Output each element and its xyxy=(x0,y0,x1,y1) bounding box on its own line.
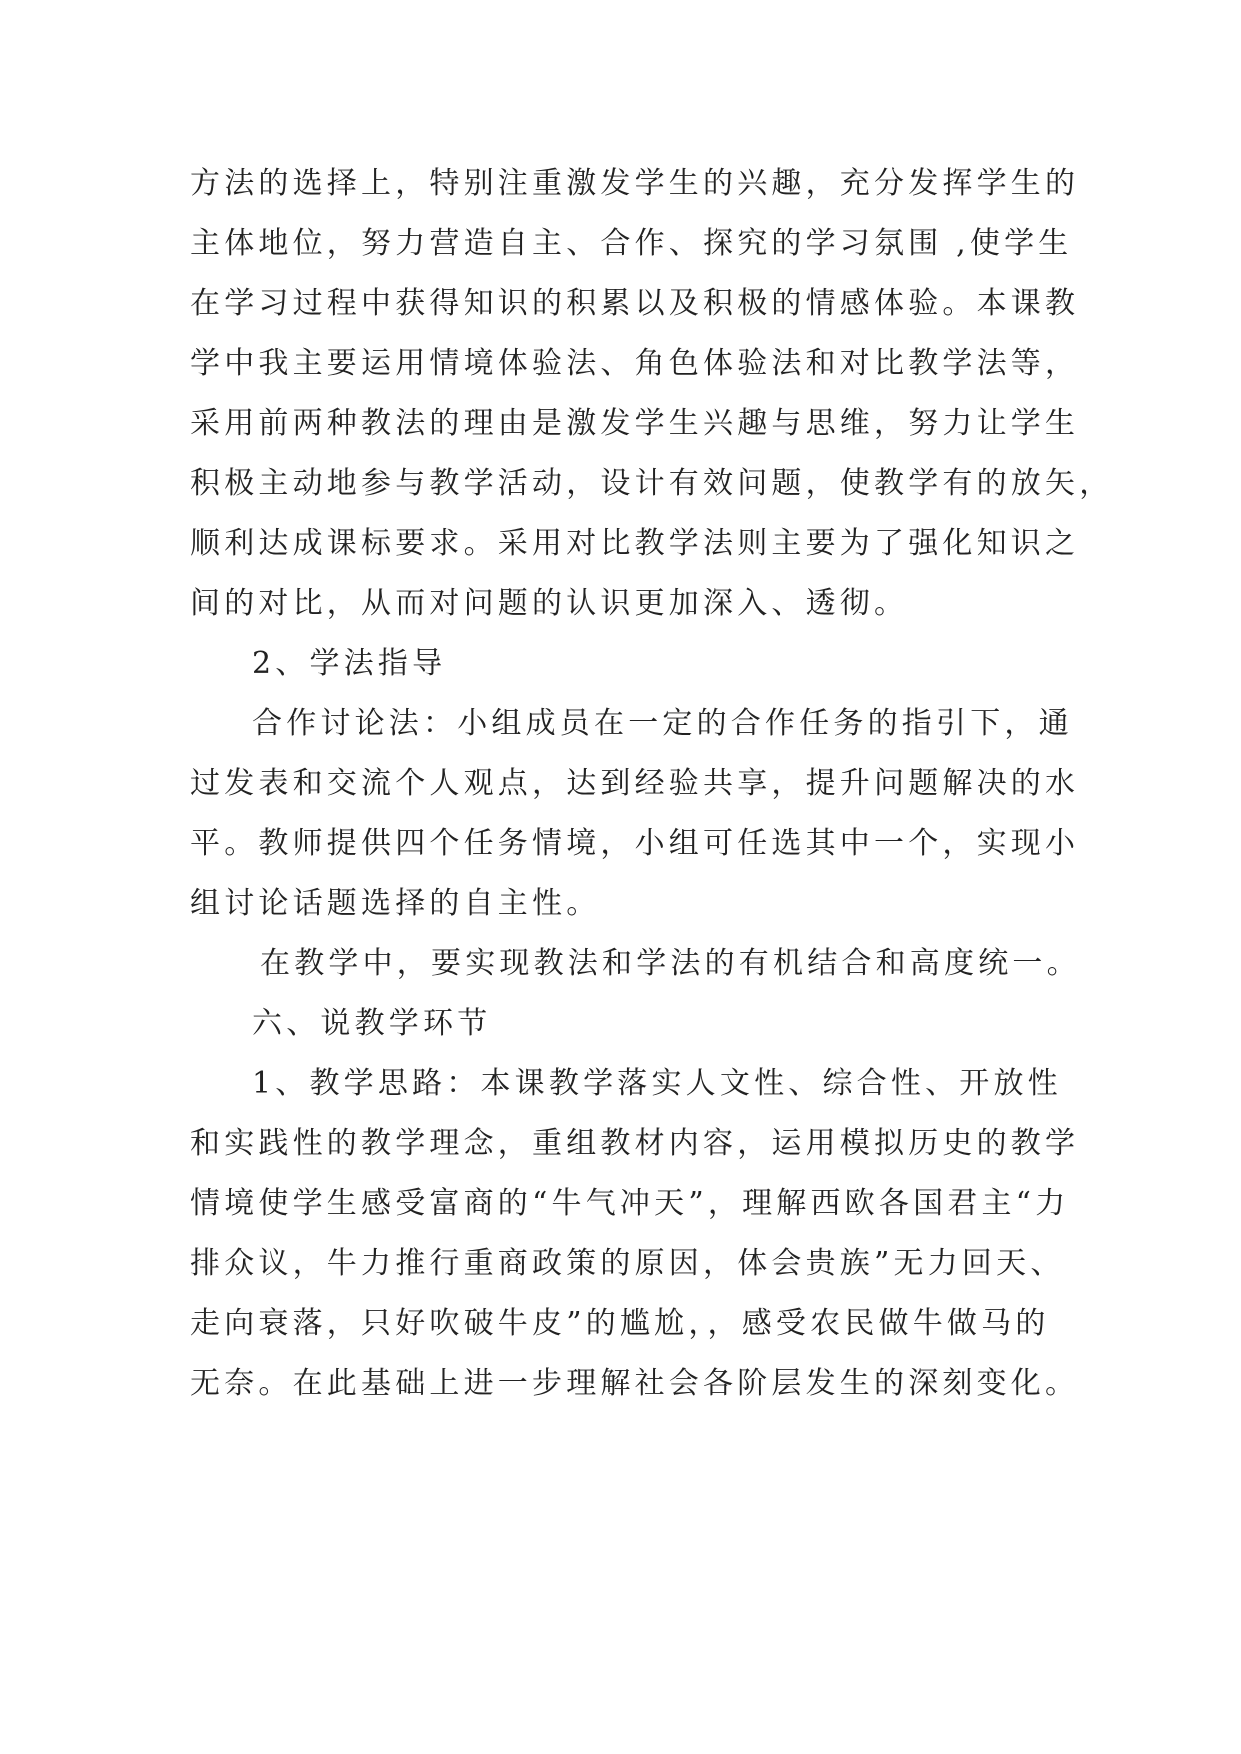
document-body xyxy=(190,154,1114,1414)
paragraph-line: 合作讨论法：小组成员在一定的合作任务的指引下，通 xyxy=(252,706,1073,741)
paragraph-line: 组讨论话题选择的自主性。 xyxy=(190,886,601,921)
section-heading: 六、说教学环节 xyxy=(252,1006,492,1041)
paragraph-line: 在教学中，要实现教法和学法的有机结合和高度统一。 xyxy=(260,946,1081,981)
paragraph-line: 情境使学生感受富商的“牛气冲天”，理解西欧各国君主“力 xyxy=(190,1186,1070,1221)
section-heading: 2、学法指导 xyxy=(252,646,447,681)
paragraph-line: 间的对比，从而对问题的认识更加深入、透彻。 xyxy=(190,586,909,621)
paragraph-line: 在学习过程中获得知识的积累以及积极的情感体验。本课教 xyxy=(190,286,1080,321)
paragraph-line: 积极主动地参与教学活动，设计有效问题，使教学有的放矢， xyxy=(190,466,1114,501)
paragraph-line: 学中我主要运用情境体验法、角色体验法和对比教学法等， xyxy=(190,346,1080,381)
paragraph-line: 走向衰落，只好吹破牛皮”的尴尬，，感受农民做牛做马的 xyxy=(190,1306,1050,1341)
paragraph-line: 方法的选择上，特别注重激发学生的兴趣，充分发挥学生的 xyxy=(190,166,1080,201)
paragraph-line: 排众议，牛力推行重商政策的原因，体会贵族”无力回天、 xyxy=(190,1246,1065,1281)
paragraph-line: 1、教学思路：本课教学落实人文性、综合性、开放性 xyxy=(252,1066,1062,1101)
paragraph-line: 主体地位，努力营造自主、合作、探究的学习氛围 ,使学生 xyxy=(190,226,1073,261)
paragraph-line: 顺利达成课标要求。采用对比教学法则主要为了强化知识之 xyxy=(190,526,1080,561)
paragraph-line: 平。教师提供四个任务情境，小组可任选其中一个，实现小 xyxy=(190,826,1080,861)
paragraph-line: 采用前两种教法的理由是激发学生兴趣与思维，努力让学生 xyxy=(190,406,1080,441)
paragraph-line: 无奈。在此基础上进一步理解社会各阶层发生的深刻变化。 xyxy=(190,1366,1080,1401)
paragraph-line: 和实践性的教学理念，重组教材内容，运用模拟历史的教学 xyxy=(190,1126,1080,1161)
paragraph-line: 过发表和交流个人观点，达到经验共享，提升问题解决的水 xyxy=(190,766,1080,801)
